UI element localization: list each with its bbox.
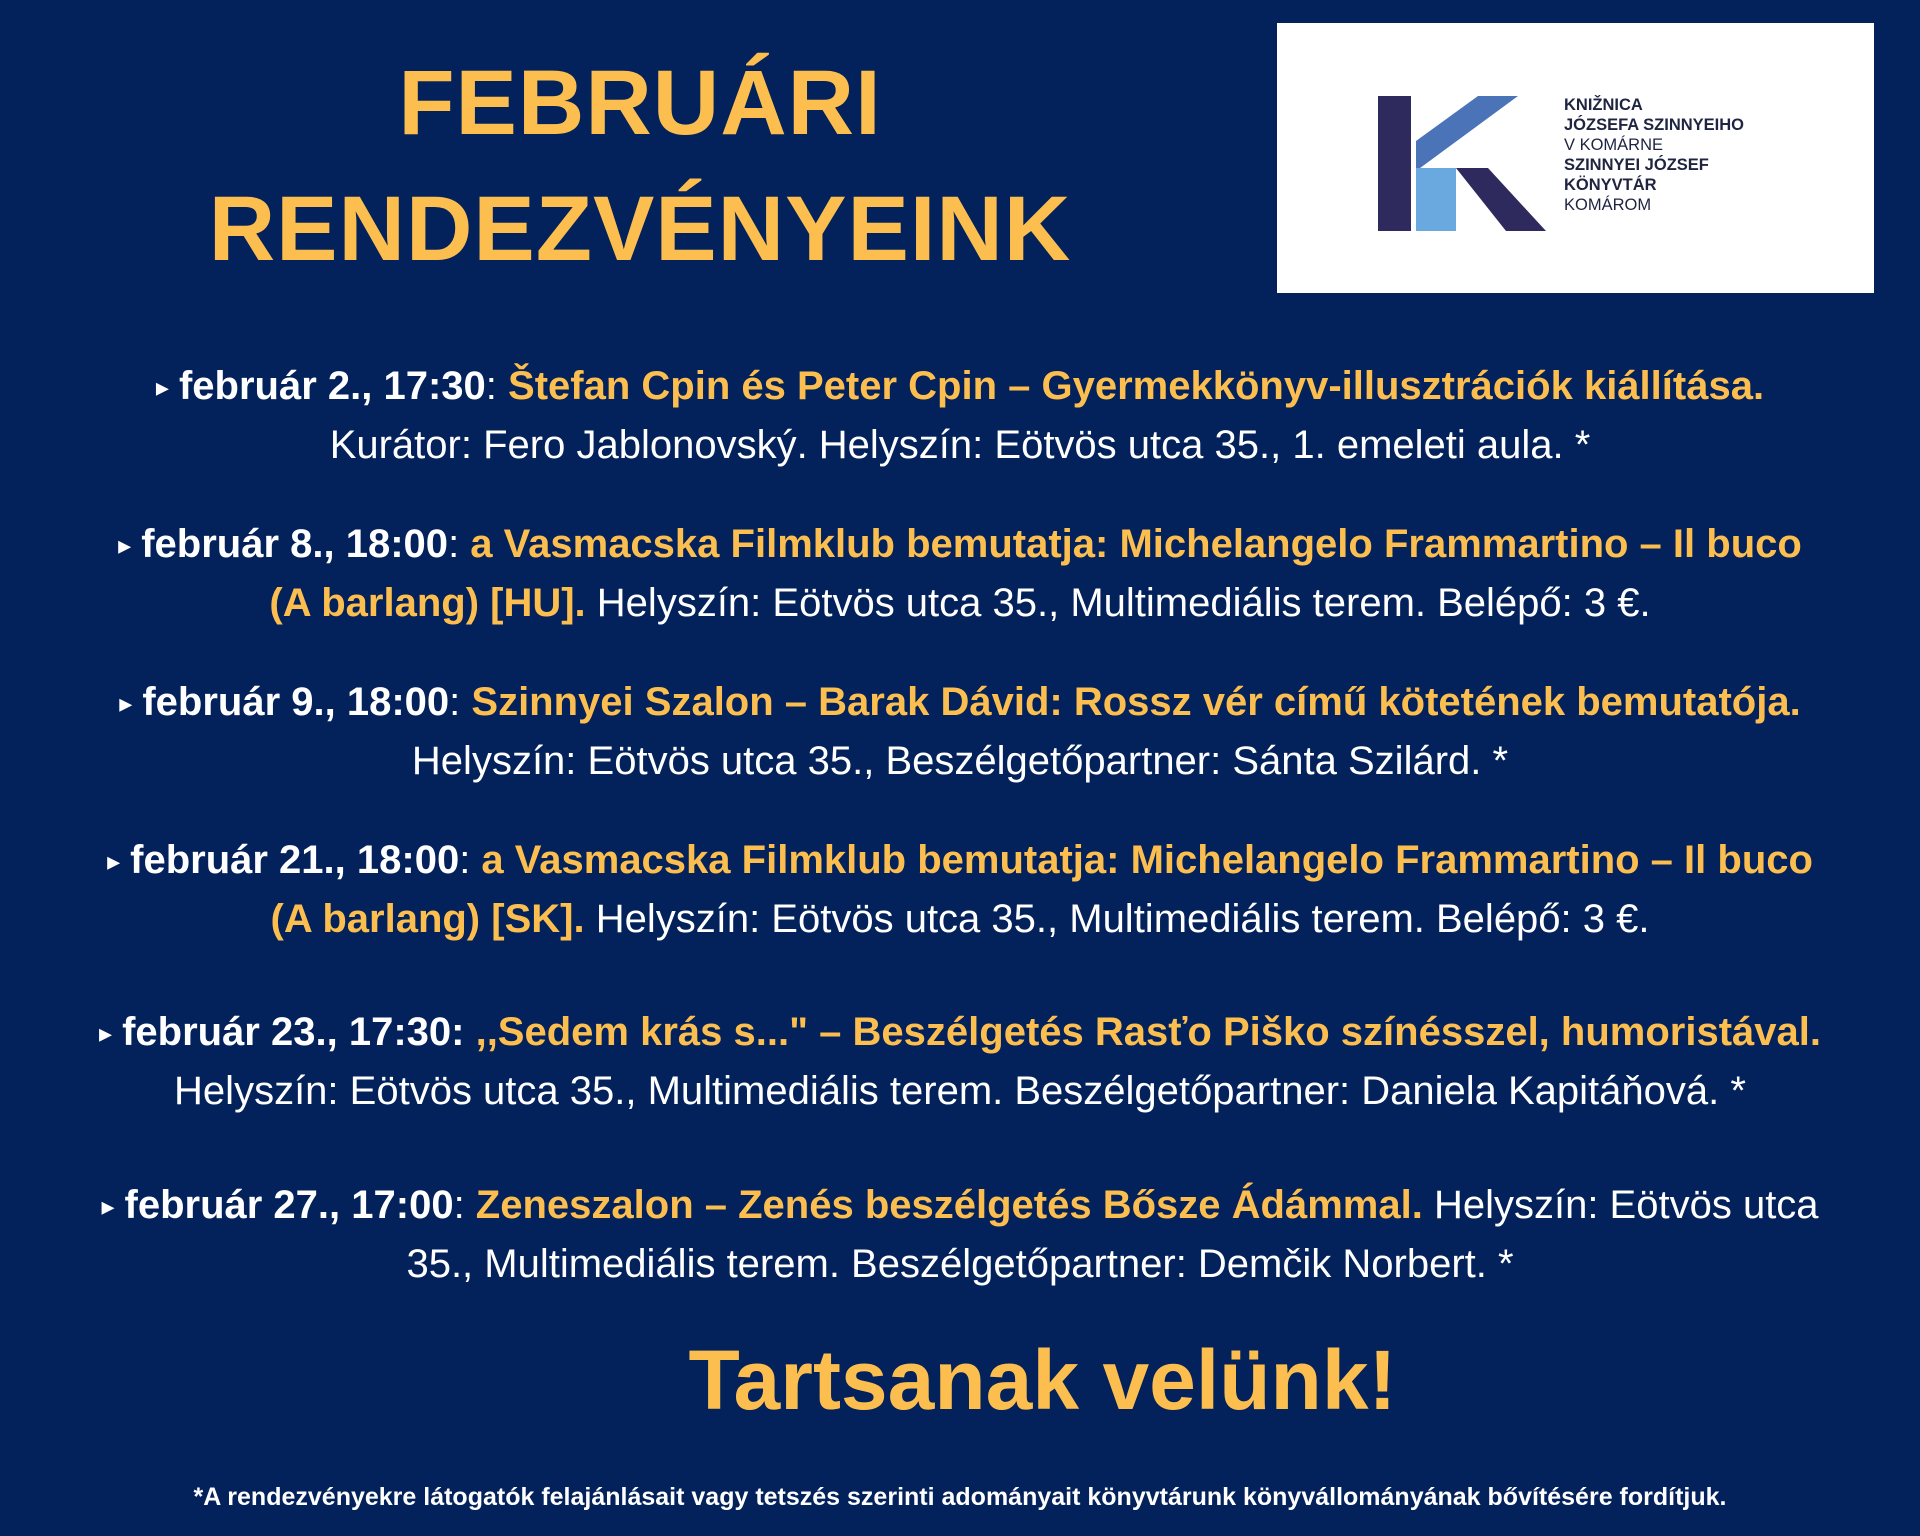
event-title: Štefan Cpin és Peter Cpin – Gyermekkönyv-illusztrációk kiállítása. xyxy=(508,364,1765,408)
logo-line-6: KOMÁROM xyxy=(1564,196,1652,214)
event-title: a Vasmacska Filmklub bemutatja: Michelangelo Frammartino – Il buco (A barlang) [HU]. xyxy=(269,522,1802,625)
closing-message: Tartsanak velünk! xyxy=(688,1333,1397,1427)
event-date: február 21., 18:00 xyxy=(130,838,460,882)
event-date: február 9., 18:00 xyxy=(142,680,450,724)
logo-line-3: V KOMÁRNE xyxy=(1564,136,1664,154)
footnote: *A rendezvényekre látogatók felajánlásait vagy tetszés szerinti adományait könyvtárunk könyvállományának bővítésére fordítjuk. xyxy=(193,1483,1727,1511)
title-line-1: FEBRUÁRI xyxy=(398,52,882,154)
logo-line-2: JÓZSEFA SZINNYEIHO xyxy=(1564,116,1745,134)
page-title xyxy=(90,40,1190,292)
event-title: Zeneszalon – Zenés beszélgetés Bősze Ádámmal. xyxy=(475,1183,1423,1227)
event-details: Helyszín: Eötvös utca 35., Multimediális terem. Beszélgetőpartner: Demčik Norbert. * xyxy=(406,1183,1819,1286)
event-item xyxy=(20,515,1900,632)
event-separator: : xyxy=(453,1183,476,1227)
event-details: Helyszín: Eötvös utca 35., Multimediális terem. Belépő: 3 €. xyxy=(596,581,1651,625)
event-details: Helyszín: Eötvös utca 35., Multimediális terem. Belépő: 3 €. xyxy=(595,897,1650,941)
library-logo xyxy=(1277,23,1874,293)
event-item xyxy=(20,673,1900,790)
event-date: február 27., 17:00 xyxy=(124,1183,454,1227)
event-details: Helyszín: Eötvös utca 35., Beszélgetőpartner: Sánta Szilárd. * xyxy=(411,739,1509,783)
triangle-bullet-icon: ▸ xyxy=(107,846,121,876)
logo-line-1: KNIŽNICA xyxy=(1564,96,1643,114)
event-separator: : xyxy=(449,680,472,724)
title-line-2: RENDEZVÉNYEINK xyxy=(208,178,1072,280)
event-item xyxy=(0,1003,1920,1120)
library-name xyxy=(1564,95,1744,215)
triangle-bullet-icon: ▸ xyxy=(101,1191,115,1221)
logo-line-4: SZINNYEI JÓZSEF xyxy=(1564,156,1709,174)
triangle-bullet-icon: ▸ xyxy=(118,530,132,560)
event-date: február 23., 17:30: xyxy=(122,1010,465,1054)
triangle-bullet-icon: ▸ xyxy=(99,1018,113,1048)
event-item xyxy=(20,357,1900,474)
event-separator: : xyxy=(448,522,471,566)
event-separator xyxy=(464,1010,475,1054)
event-details: Helyszín: Eötvös utca 35., Multimediális terem. Beszélgetőpartner: Daniela Kapitáňová. * xyxy=(174,1069,1746,1113)
event-separator: : xyxy=(459,838,482,882)
event-item xyxy=(20,1176,1900,1293)
library-k-logo-icon xyxy=(1378,96,1558,231)
event-separator: : xyxy=(485,364,509,408)
event-title: ,,Sedem krás s..." – Beszélgetés Rasťo Piško színésszel, humoristával. xyxy=(475,1010,1821,1054)
event-date: február 2., 17:30 xyxy=(178,364,486,408)
event-date: február 8., 18:00 xyxy=(141,522,449,566)
logo-line-5: KÖNYVTÁR xyxy=(1564,176,1657,194)
triangle-bullet-icon: ▸ xyxy=(119,688,133,718)
triangle-bullet-icon: ▸ xyxy=(155,372,169,402)
event-title: a Vasmacska Filmklub bemutatja: Michelangelo Frammartino – Il buco (A barlang) [SK]. xyxy=(270,838,1813,941)
event-title: Szinnyei Szalon – Barak Dávid: Rossz vér című kötetének bemutatója. xyxy=(471,680,1801,724)
event-item xyxy=(20,831,1900,948)
event-details: Kurátor: Fero Jablonovský. Helyszín: Eötvös utca 35., 1. emeleti aula. * xyxy=(329,423,1591,467)
